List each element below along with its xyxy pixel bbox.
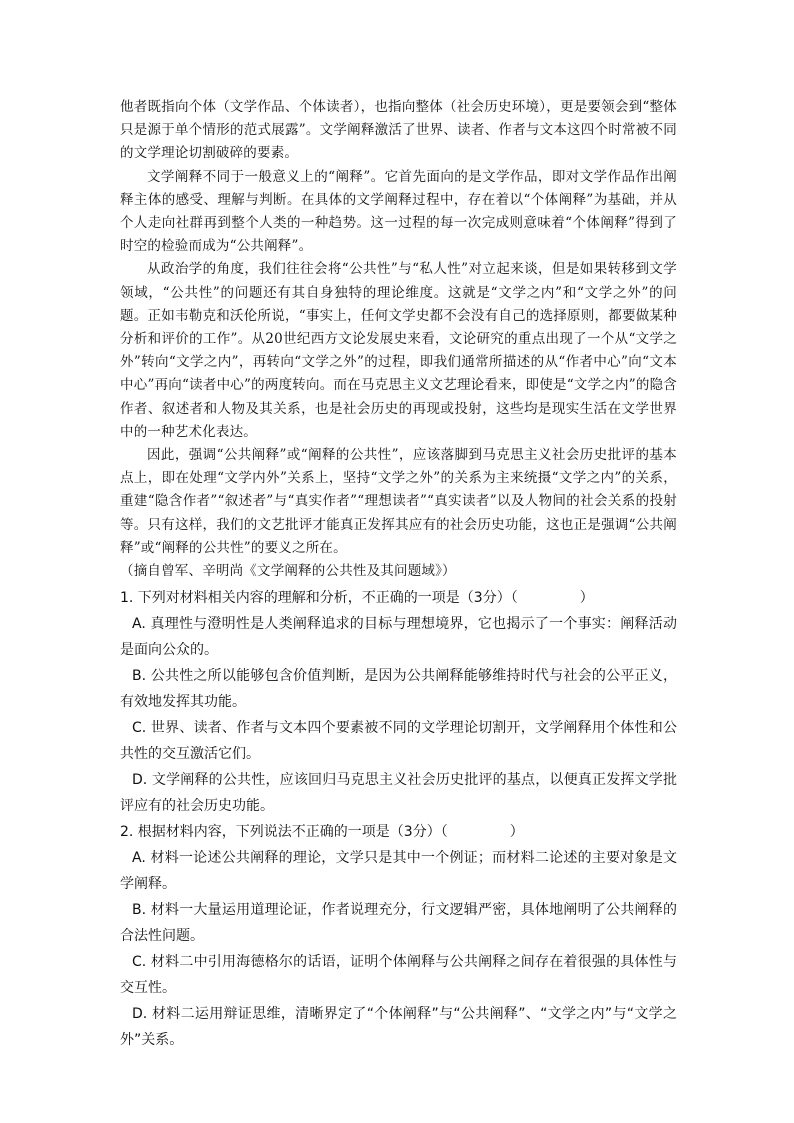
question-2-option-c: C. 材料二中引用海德格尔的话语，证明个体阐释与公共阐释之间存在着很强的具体性与交互性。 [120,954,677,997]
passage-paragraph-3: 从政治学的角度，我们往往会将“公共性”与“私人性”对立起来谈，但是如果转移到文学领域，“公共性”的问题还有其自身独特的理论维度。这就是“文学之内”和“文学之外”的问题。正如韦勒克和沃伦所说，“事实上，任何文学史都不会没有自己的选择原则，都要做某种分析和评价的工作”。从20世纪西方文论发展史来看，文论研究的重点出现了一个从“文学之外”转向“文学之内”，再转向“文学之外”的过程，即我们通常所描述的从“作者中心”向“文本中心”再向“读者中心”的两度转向。而在马克思主义文艺理论看来，即使是“文学之内”的隐含作者、叙述者和人物及其关系，也是社会历史的再现或投射，这些均是现实生活在文学世界中的一种艺术化表达。 [120,261,677,440]
source-citation: （摘自曾军、辛明尚《文学阐释的公共性及其问题域》） [120,563,456,580]
question-1 [120,585,677,819]
passage-paragraph-4: 因此，强调“公共阐释”或“阐释的公共性”，应该落脚到马克思主义社会历史批评的基本点上，即在处理“文学内外”关系上，坚持“文学之外”的关系为主来统摄“文学之内”的关系，重建“隐含作者”“叙述者”与“真实作者”“理想读者”“真实读者”以及人物间的社会关系的投射等。只有这样，我们的文艺批评才能真正发挥其应有的社会历史功能，这也正是强调“公共阐释”或“阐释的公共性”的要义之所在。 [120,447,677,556]
question-1-option-d: D. 文学阐释的公共性，应该回归马克思主义社会历史批评的基点，以便真正发挥文学批评应有的社会历史功能。 [120,772,677,815]
reading-passage [120,96,677,583]
question-2-option-b: B. 材料一大量运用道理论证，作者说理充分，行文逻辑严密，具体地阐明了公共阐释的合法性问题。 [120,902,677,945]
question-2-option-a: A. 材料一论述公共阐释的理论，文学只是其中一个例证；而材料二论述的主要对象是文学阐释。 [120,850,677,893]
page-content [120,96,677,1053]
question-1-option-b: B. 公共性之所以能够包含价值判断，是因为公共阐释能够维持时代与社会的公平正义，有效地发挥其功能。 [120,668,677,711]
question-2-stem-text: 2. 根据材料内容，下列说法不正确的一项是（3分）（ [120,824,448,841]
question-1-stem-text: 1. 下列对材料相关内容的理解和分析，不正确的一项是（3分）（ [120,590,518,607]
question-2 [120,819,677,1053]
question-2-stem [120,819,677,845]
question-1-stem [120,585,677,611]
question-1-option-c: C. 世界、读者、作者与文本四个要素被不同的文学理论切割开，文学阐释用个体性和公共性的交互激活它们。 [120,720,677,763]
question-2-close-paren: ） [509,824,524,841]
passage-paragraph-1: 他者既指向个体（文学作品、个体读者），也指向整体（社会历史环境），更是要领会到“整体只是源于单个情形的范式展露”。文学阐释激活了世界、读者、作者与文本这四个时常被不同的文学理论切割破碎的要素。 [120,99,677,162]
question-1-option-a: A. 真理性与澄明性是人类阐释追求的目标与理想境界，它也揭示了一个事实：阐释活动是面向公众的。 [120,616,677,659]
question-1-close-paren: ） [579,590,594,607]
question-2-option-d: D. 材料二运用辩证思维，清晰界定了“个体阐释”与“公共阐释”、“文学之内”与“文学之外”关系。 [120,1006,677,1049]
passage-paragraph-2: 文学阐释不同于一般意义上的“阐释”。它首先面向的是文学作品，即对文学作品作出阐释主体的感受、理解与判断。在具体的文学阐释过程中，存在着以“个体阐释”为基础，并从个人走向社群再到整个人类的一种趋势。这一过程的每一次完成则意味着“个体阐释”得到了时空的检验而成为“公共阐释”。 [120,168,677,255]
